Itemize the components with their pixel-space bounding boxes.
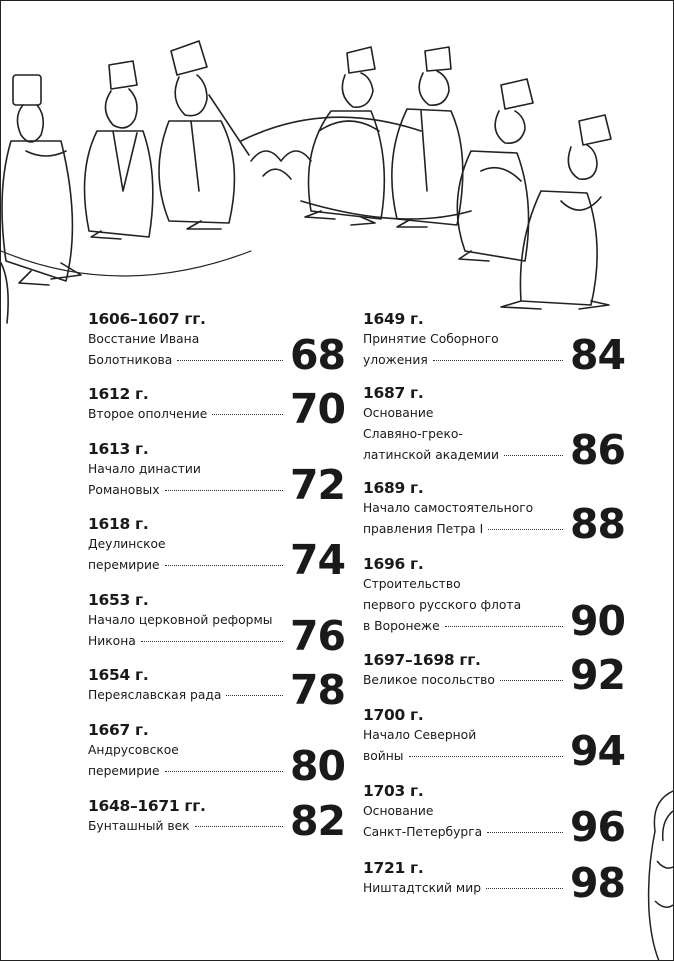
toc-description-line: перемирие (88, 761, 358, 782)
leader-dots (165, 490, 283, 491)
boyar-council-illustration (1, 1, 674, 331)
toc-description-line: войны (363, 746, 633, 767)
toc-entry[interactable] (363, 781, 633, 851)
toc-entry[interactable] (363, 650, 633, 699)
toc-page-number: 80 (290, 742, 346, 790)
toc-year: 1687 г. (363, 384, 424, 402)
toc-page-number: 74 (290, 536, 346, 584)
toc-page-number: 88 (570, 500, 626, 548)
toc-description-line: Строительство (363, 577, 461, 591)
toc-description-line: Романовых (88, 480, 358, 501)
toc-description-line: Начало Северной (363, 728, 477, 742)
toc-year: 1606–1607 гг. (88, 310, 206, 328)
toc-description-line: латинской академии (363, 445, 633, 466)
toc-year: 1689 г. (363, 479, 424, 497)
toc-page-number: 82 (290, 797, 346, 845)
toc-description-line: правления Петра I (363, 519, 633, 540)
toc-description-line: Второе ополчение (88, 404, 358, 425)
leader-dots (409, 756, 563, 757)
toc-description-line: Начало самостоятельного (363, 501, 534, 515)
toc-year: 1613 г. (88, 440, 149, 458)
toc-description-line: Болотникова (88, 350, 358, 371)
toc-description-line: Восстание Ивана (88, 332, 200, 346)
toc-description-line: Основание (363, 406, 434, 420)
toc-year: 1700 г. (363, 706, 424, 724)
toc-description-line: в Воронеже (363, 616, 633, 637)
toc-entry[interactable] (363, 554, 633, 645)
toc-year: 1703 г. (363, 782, 424, 800)
toc-year: 1721 г. (363, 859, 424, 877)
leader-dots (504, 455, 563, 456)
toc-entry[interactable] (363, 478, 633, 548)
toc-page-number: 68 (290, 331, 346, 379)
toc-page-number: 78 (290, 666, 346, 714)
toc-description-line: Переяславская рада (88, 685, 358, 706)
toc-year: 1648–1671 гг. (88, 797, 206, 815)
toc-entry[interactable] (363, 383, 633, 474)
toc-entry[interactable] (88, 590, 358, 660)
leader-dots (165, 565, 283, 566)
toc-page-number: 86 (570, 426, 626, 474)
toc-entry[interactable] (88, 796, 358, 845)
leader-dots (500, 680, 563, 681)
toc-entry[interactable] (363, 309, 633, 379)
toc-description-line: Славяно-греко- (363, 427, 463, 441)
toc-description-line: Андрусовское (88, 743, 179, 757)
toc-description-line: Принятие Соборного (363, 332, 499, 346)
leader-dots (488, 529, 563, 530)
toc-entry[interactable] (88, 720, 358, 790)
leader-dots (487, 832, 563, 833)
toc-entry[interactable] (88, 384, 358, 433)
leader-dots (195, 826, 283, 827)
leader-dots (433, 360, 563, 361)
toc-description-line: Ништадтский мир (363, 878, 633, 899)
toc-page-number: 98 (570, 859, 626, 907)
toc-description-line: Начало династии (88, 462, 201, 476)
leader-dots (445, 626, 563, 627)
toc-description-line: Санкт-Петербурга (363, 822, 633, 843)
toc-description-line: первого русского флота (363, 598, 522, 612)
toc-page-number: 72 (290, 461, 346, 509)
toc-year: 1649 г. (363, 310, 424, 328)
toc-year: 1696 г. (363, 555, 424, 573)
toc-entry[interactable] (88, 665, 358, 714)
toc-description-line: Никона (88, 631, 358, 652)
toc-year: 1697–1698 гг. (363, 651, 481, 669)
toc-page-number: 70 (290, 385, 346, 433)
toc-entry[interactable] (88, 514, 358, 584)
toc-description-line: Великое посольство (363, 670, 633, 691)
toc-description-line: Начало церковной реформы (88, 613, 273, 627)
leader-dots (177, 360, 283, 361)
toc-description-line: Основание (363, 804, 434, 818)
toc-page-number: 76 (290, 612, 346, 660)
toc-page-number: 96 (570, 803, 626, 851)
toc-year: 1618 г. (88, 515, 149, 533)
toc-description-line: перемирие (88, 555, 358, 576)
toc-entry[interactable] (88, 439, 358, 509)
leader-dots (141, 641, 283, 642)
toc-year: 1653 г. (88, 591, 149, 609)
toc-entry[interactable] (363, 858, 633, 907)
leader-dots (212, 414, 283, 415)
toc-year: 1667 г. (88, 721, 149, 739)
toc-description-line: Бунташный век (88, 816, 358, 837)
toc-entry[interactable] (88, 309, 358, 379)
toc-entry[interactable] (363, 705, 633, 775)
leader-dots (486, 888, 563, 889)
toc-page-number: 92 (570, 651, 626, 699)
leader-dots (165, 771, 283, 772)
leader-dots (226, 695, 283, 696)
toc-year: 1654 г. (88, 666, 149, 684)
toc-page-number: 94 (570, 727, 626, 775)
toc-description-line: уложения (363, 350, 633, 371)
toc-description-line: Деулинское (88, 537, 166, 551)
corner-figure-illustration (643, 781, 673, 961)
toc-year: 1612 г. (88, 385, 149, 403)
toc-page-number: 84 (570, 331, 626, 379)
toc-page-number: 90 (570, 597, 626, 645)
